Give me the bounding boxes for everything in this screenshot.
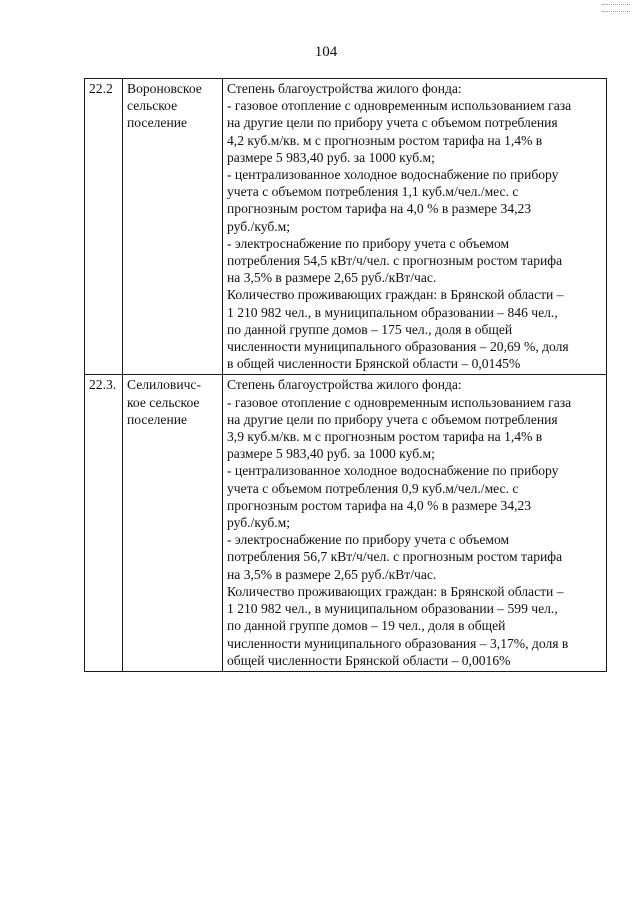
description-line: - централизованное холодное водоснабжение по прибору [227,167,559,183]
description-line: прогнозным ростом тарифа на 4,0 % в размере 34,23 [227,201,532,217]
row-number-cell [85,79,123,375]
description-line: 3,9 куб.м/кв. м с прогнозным ростом тарифа на 1,4% в [227,429,543,445]
settlement-table [84,78,607,672]
description-cell [223,79,607,375]
settlement-name-line: поселение [127,411,188,427]
description-line: на другие цели по прибору учета с объемом потребления [227,115,558,131]
description-line: общей численности Брянской области – 0,0016% [227,652,511,668]
description-line: учета с объемом потребления 1,1 куб.м/чел./мес. с [227,184,519,200]
scan-corner-mark [602,4,630,12]
description-line: размере 5 983,40 руб. за 1000 куб.м; [227,446,435,462]
table-row [85,375,607,671]
settlement-name-cell [123,79,223,375]
description-line: по данной группе домов – 19 чел., доля в общей [227,618,506,634]
description-line: 1 210 982 чел., в муниципальном образовании – 599 чел., [227,601,558,617]
description-line: 1 210 982 чел., в муниципальном образовании – 846 чел., [227,304,558,320]
table-row [85,79,607,375]
row-number-cell [85,375,123,671]
description-line: на 3,5% в размере 2,65 руб./кВт/час. [227,270,437,286]
description-line: на 3,5% в размере 2,65 руб./кВт/час. [227,566,437,582]
description-line: учета с объемом потребления 0,9 куб.м/чел./мес. с [227,480,519,496]
settlement-name-line: сельское [127,98,178,114]
description-line: 4,2 куб.м/кв. м с прогнозным ростом тарифа на 1,4% в [227,132,543,148]
description-line: - газовое отопление с одновременным использованием газа [227,394,572,410]
settlement-name-line: Селиловичс- [127,377,201,393]
description-line: численности муниципального образования – 20,69 %, доля [227,339,569,355]
description-cell [223,375,607,671]
description-line: на другие цели по прибору учета с объемом потребления [227,411,558,427]
description-line: по данной группе домов – 175 чел., доля в общей [227,321,513,337]
description-line: - газовое отопление с одновременным использованием газа [227,98,572,114]
description-line: Количество проживающих граждан: в Брянской области – [227,287,564,303]
page-number: 104 [314,44,338,60]
description-line: в общей численности Брянской области – 0,0145% [227,356,521,372]
description-line: потребления 56,7 кВт/ч/чел. с прогнозным ростом тарифа [227,549,563,565]
description-line: - электроснабжение по прибору учета с объемом [227,532,510,548]
description-line: Степень благоустройства жилого фонда: [227,377,462,393]
description-line: численности муниципального образования – 3,17%, доля в [227,635,569,651]
description-line: - централизованное холодное водоснабжение по прибору [227,463,559,479]
description-line: размере 5 983,40 руб. за 1000 куб.м; [227,149,435,165]
settlement-name-line: Вороновское [127,81,202,96]
row-number: 22.3. [89,377,117,393]
description-line: Количество проживающих граждан: в Брянской области – [227,583,564,599]
description-line: прогнозным ростом тарифа на 4,0 % в размере 34,23 [227,497,532,513]
description-line: потребления 54,5 кВт/ч/чел. с прогнозным ростом тарифа [227,253,563,269]
description-line: руб./куб.м; [227,218,291,234]
description-line: руб./куб.м; [227,515,291,531]
description-line: - электроснабжение по прибору учета с объемом [227,235,510,251]
settlement-name-line: кое сельское [127,394,200,410]
row-number: 22.2 [89,81,113,96]
description-line: Степень благоустройства жилого фонда: [227,81,462,96]
settlement-name-line: поселение [127,115,188,131]
settlement-name-cell [123,375,223,671]
